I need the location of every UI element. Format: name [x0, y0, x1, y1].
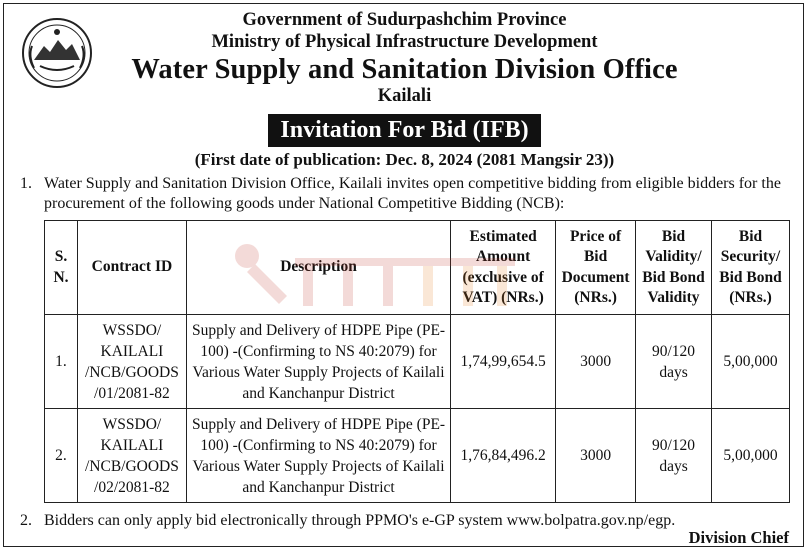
col-header-amount: Estimated Amount (exclusive of VAT) (NRs.) [451, 221, 556, 315]
cell-contract-id: WSSDO/ KAILALI /NCB/GOODS /01/2081-82 [77, 315, 186, 409]
cell-doc-price: 3000 [556, 315, 636, 409]
col-header-description: Description [186, 221, 450, 315]
table-row [45, 409, 790, 503]
table-row [45, 315, 790, 409]
signature-title: Division Chief [688, 528, 789, 547]
cell-validity: 90/120 days [636, 409, 712, 503]
cell-description: Supply and Delivery of HDPE Pipe (PE- 100) -(Confirming to NS 40:2079) for Various Water Supply Projects of Kailali and Kanchanpur District [186, 409, 450, 503]
cell-amount: 1,74,99,654.5 [451, 315, 556, 409]
col-header-security: Bid Security/ Bid Bond (NRs.) [712, 221, 790, 315]
office-location: Kailali [377, 86, 432, 106]
cell-validity: 90/120 days [636, 315, 712, 409]
notice-title-wrap [0, 114, 809, 147]
notice-title: Invitation For Bid (IFB) [268, 114, 540, 147]
cell-amount: 1,76,84,496.2 [451, 409, 556, 503]
cell-security: 5,00,000 [712, 315, 790, 409]
col-header-validity: Bid Validity/ Bid Bond Validity [636, 221, 712, 315]
paragraph-1-text: Water Supply and Sanitation Division Office, Kailali invites open competitive bidding from eligible bidders for the procurement of the following goods under National Competitive Bidding (NCB): [44, 175, 781, 212]
col-header-contract-id: Contract ID [77, 221, 186, 315]
cell-sn: 1. [45, 315, 78, 409]
cell-description: Supply and Delivery of HDPE Pipe (PE- 100) -(Confirming to NS 40:2079) for Various Water Supply Projects of Kailali and Kanchanpur District [186, 315, 450, 409]
col-header-sn: S. N. [45, 221, 78, 315]
cell-sn: 2. [45, 409, 78, 503]
bid-table [44, 220, 790, 503]
cell-contract-id: WSSDO/ KAILALI /NCB/GOODS /02/2081-82 [77, 409, 186, 503]
publication-date: (First date of publication: Dec. 8, 2024 (2081 Mangsir 23)) [194, 150, 615, 169]
paragraph-2-number: 2. [20, 512, 32, 529]
government-name: Government of Sudurpashchim Province [242, 10, 567, 30]
paragraph-2-text: Bidders can only apply bid electronically through PPMO's e-GP system www.bolpatra.gov.np/egp. [44, 512, 676, 529]
table-header-row [45, 221, 790, 315]
ministry-name: Ministry of Physical Infrastructure Development [211, 32, 598, 52]
cell-security: 5,00,000 [712, 409, 790, 503]
col-header-doc-price: Price of Bid Document (NRs.) [556, 221, 636, 315]
cell-doc-price: 3000 [556, 409, 636, 503]
paragraph-1-number: 1. [20, 175, 32, 192]
office-name: Water Supply and Sanitation Division Office [131, 54, 678, 85]
